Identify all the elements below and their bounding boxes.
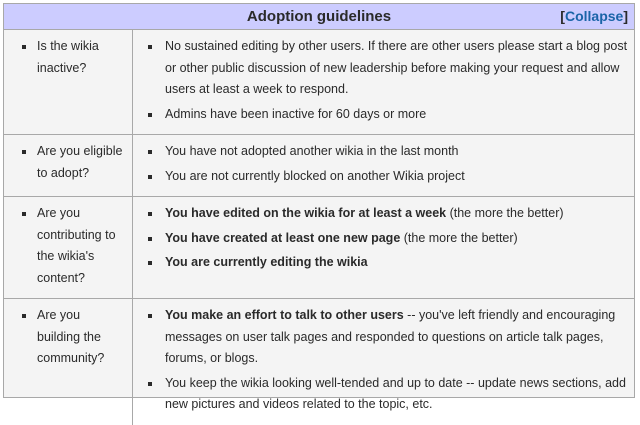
answer-text: (the more the better) [400,230,518,245]
question-cell [4,197,133,299]
adoption-guidelines-box [3,3,635,411]
answer-item [133,166,628,188]
answer-bold: You are currently editing the wikia [165,255,368,269]
answer-item [133,104,628,126]
answer-cell [133,30,635,135]
answer-item [133,36,628,101]
answer-bold: You have created at least one new page [165,230,401,245]
collapse-bracket-open: [ [560,8,565,24]
answer-item [133,252,628,274]
collapse-toggle [560,4,628,29]
question-cell [4,30,133,135]
table-row [4,299,634,425]
answer-text: Admins have been inactive for 60 days or more [165,106,427,121]
box-title: Adoption guidelines [246,8,392,25]
question-item: Are you building the community? [4,305,126,370]
question-item: Are you contributing to the wikia's content? [4,203,126,289]
answer-item [133,228,628,250]
answer-item [133,141,628,163]
answer-item [133,305,628,370]
answer-bold: You make an effort to talk to other users [165,308,404,322]
answer-item [133,373,628,416]
answer-text: You keep the wikia looking well-tended and up to date -- update news sections, add new pictures and videos related to the topic, etc. [165,375,626,411]
answer-text: You are not currently blocked on another Wikia project [165,168,465,183]
question-item: Are you eligible to adopt? [4,141,126,184]
answer-cell [133,135,635,197]
question-cell [4,299,133,425]
answer-text: You have not adopted another wikia in the last month [165,144,459,158]
answer-text: -- you've left friendly and encouraging messages on user talk pages and responded to questions on article talk pages, forums, or blogs. [165,308,616,365]
table-row [4,135,634,197]
question-cell [4,135,133,197]
answer-item [133,203,628,225]
box-header [4,4,634,30]
table-row [4,30,634,135]
table-row [4,197,634,299]
collapse-bracket-close: ] [623,8,628,24]
answer-bold: You have edited on the wikia for at least a week [165,206,447,220]
question-item: Is the wikia inactive? [4,36,126,79]
answer-cell [133,299,635,425]
answer-text: (the more the better) [446,206,564,220]
answer-cell [133,197,635,299]
answer-text: No sustained editing by other users. If there are other users please start a blog post or other public discussion of new leadership before making your request and allow users at least a week to respond. [165,39,628,96]
guidelines-table [4,30,634,425]
collapse-link[interactable]: Collapse [564,8,624,24]
